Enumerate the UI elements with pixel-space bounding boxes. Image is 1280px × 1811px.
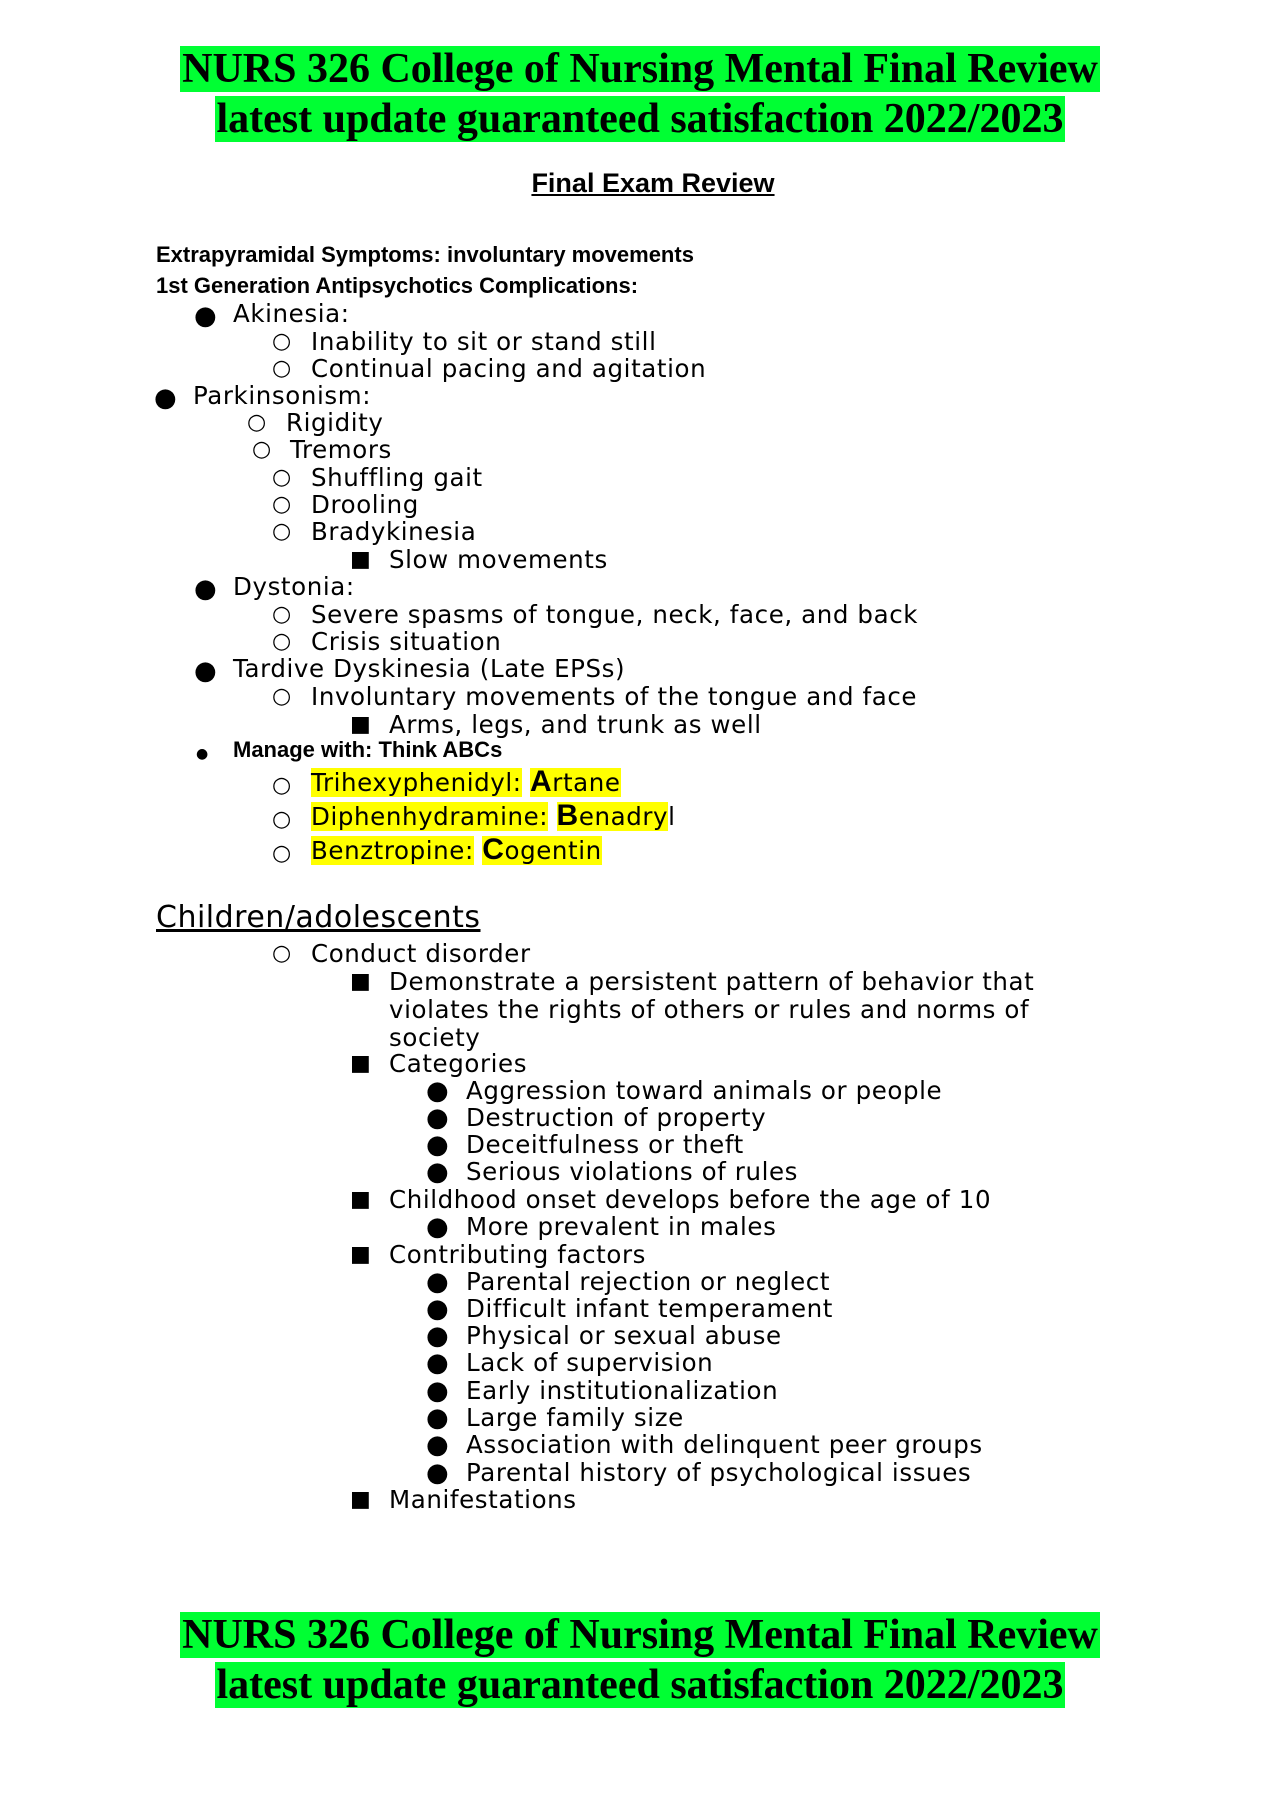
drug-brand: enadry xyxy=(578,802,669,831)
bullet-square: ■ xyxy=(350,547,371,572)
bullet-circle: ○ xyxy=(272,465,292,490)
bullet-circle: ○ xyxy=(272,519,292,544)
bullet-circle: ○ xyxy=(272,807,292,832)
list-item: Inability to sit or stand still xyxy=(311,327,657,356)
list-item: Deceitfulness or theft xyxy=(466,1130,744,1159)
drug-benadryl: Diphenhydramine: Benadryl xyxy=(311,799,676,832)
banner-line-2: latest update guaranteed satisfaction 2022/2023 xyxy=(216,96,1064,142)
banner-line-2: latest update guaranteed satisfaction 2022/2023 xyxy=(216,1662,1064,1708)
manifestations-label: Manifestations xyxy=(389,1485,577,1514)
factors-label: Contributing factors xyxy=(389,1240,647,1269)
bullet-disc: ● xyxy=(426,1403,449,1433)
drug-capital-letter: A xyxy=(530,765,553,798)
manage-label: Manage with: Think ABCs xyxy=(233,737,503,762)
bullet-circle: ○ xyxy=(252,437,272,462)
drug-brand: ogentin xyxy=(504,836,602,865)
bullet-disc: ● xyxy=(426,1076,449,1106)
bullet-disc: ● xyxy=(426,1267,449,1297)
list-item: Destruction of property xyxy=(466,1103,767,1132)
bullet-square: ■ xyxy=(350,969,371,994)
bullet-circle: ○ xyxy=(272,684,292,709)
bullet-circle: ○ xyxy=(272,356,292,381)
bullet-square: ■ xyxy=(350,1487,371,1512)
bullet-disc: ● xyxy=(154,383,177,413)
bullet-square: ■ xyxy=(350,1051,371,1076)
bullet-disc: ● xyxy=(426,1103,449,1133)
definition-line: violates the rights of others or rules and norms of xyxy=(389,995,1030,1024)
bullet-dot: ● xyxy=(196,746,209,762)
banner-line-1: NURS 326 College of Nursing Mental Final Review xyxy=(182,46,1098,92)
drug-generic: Benztropine: xyxy=(311,836,474,865)
bullet-circle: ○ xyxy=(272,941,292,966)
list-item: Tremors xyxy=(290,435,392,464)
banner-line-1: NURS 326 College of Nursing Mental Final Review xyxy=(182,1612,1098,1658)
section-heading-children: Children/adolescents xyxy=(156,900,481,935)
bullet-circle: ○ xyxy=(272,629,292,654)
list-item: Crisis situation xyxy=(311,627,502,656)
list-item: Drooling xyxy=(311,490,419,519)
list-item: Continual pacing and agitation xyxy=(311,354,707,383)
eps-heading: Extrapyramidal Symptoms: involuntary movements xyxy=(156,242,694,267)
bullet-circle: ○ xyxy=(272,602,292,627)
conduct-disorder: Conduct disorder xyxy=(311,939,531,968)
list-item: Arms, legs, and trunk as well xyxy=(389,710,762,739)
list-item: Rigidity xyxy=(286,408,384,437)
onset-line: Childhood onset develops before the age of 10 xyxy=(389,1185,992,1214)
list-item: Early institutionalization xyxy=(466,1376,779,1405)
list-item: Involuntary movements of the tongue and face xyxy=(311,682,918,711)
list-item: Large family size xyxy=(466,1403,684,1432)
parkinsonism-label: Parkinsonism: xyxy=(193,381,372,410)
list-item: More prevalent in males xyxy=(466,1212,777,1241)
bullet-disc: ● xyxy=(426,1458,449,1488)
bullet-disc: ● xyxy=(194,574,217,604)
bullet-circle: ○ xyxy=(272,841,292,866)
bullet-disc: ● xyxy=(426,1157,449,1187)
list-item: Physical or sexual abuse xyxy=(466,1321,782,1350)
list-item: Aggression toward animals or people xyxy=(466,1076,943,1105)
drug-capital-letter: B xyxy=(556,799,579,832)
list-item: Parental history of psychological issues xyxy=(466,1458,972,1487)
drug-artane xyxy=(311,765,621,798)
list-item: Shuffling gait xyxy=(311,463,483,492)
definition-line: Demonstrate a persistent pattern of behavior that xyxy=(389,967,1035,996)
bullet-circle: ○ xyxy=(272,773,292,798)
dystonia-label: Dystonia: xyxy=(233,572,355,601)
list-item: Difficult infant temperament xyxy=(466,1294,833,1323)
list-item: Bradykinesia xyxy=(311,517,477,546)
footer-banner xyxy=(0,1610,1280,1710)
bullet-circle: ○ xyxy=(247,410,267,435)
list-item: Association with delinquent peer groups xyxy=(466,1430,983,1459)
antipsychotic-heading: 1st Generation Antipsychotics Complications: xyxy=(156,273,639,298)
bullet-disc: ● xyxy=(426,1321,449,1351)
list-item: Parental rejection or neglect xyxy=(466,1267,831,1296)
drug-generic: Diphenhydramine: xyxy=(311,802,549,831)
drug-cogentin xyxy=(311,833,602,866)
bullet-square: ■ xyxy=(350,712,371,737)
bullet-disc: ● xyxy=(426,1348,449,1378)
bullet-square: ■ xyxy=(350,1187,371,1212)
page-title: Final Exam Review xyxy=(531,168,775,198)
akinesia-label: Akinesia: xyxy=(233,299,350,328)
drug-capital-letter: C xyxy=(482,833,505,866)
bullet-disc: ● xyxy=(426,1212,449,1242)
list-item: Slow movements xyxy=(389,545,608,574)
bullet-disc: ● xyxy=(426,1130,449,1160)
bullet-circle: ○ xyxy=(272,492,292,517)
bullet-disc: ● xyxy=(194,301,217,331)
categories-label: Categories xyxy=(389,1049,528,1078)
bullet-disc: ● xyxy=(426,1294,449,1324)
tardive-label: Tardive Dyskinesia (Late EPSs) xyxy=(233,654,626,683)
definition-line: society xyxy=(389,1023,481,1052)
drug-brand: rtane xyxy=(552,768,621,797)
list-item: Lack of supervision xyxy=(466,1348,714,1377)
bullet-disc: ● xyxy=(194,656,217,686)
bullet-disc: ● xyxy=(426,1376,449,1406)
drug-generic: Trihexyphenidyl: xyxy=(311,768,522,797)
list-item: Severe spasms of tongue, neck, face, and back xyxy=(311,600,919,629)
bullet-disc: ● xyxy=(426,1430,449,1460)
bullet-square: ■ xyxy=(350,1242,371,1267)
list-item: Serious violations of rules xyxy=(466,1157,799,1186)
bullet-circle: ○ xyxy=(272,329,292,354)
header-banner xyxy=(0,44,1280,144)
